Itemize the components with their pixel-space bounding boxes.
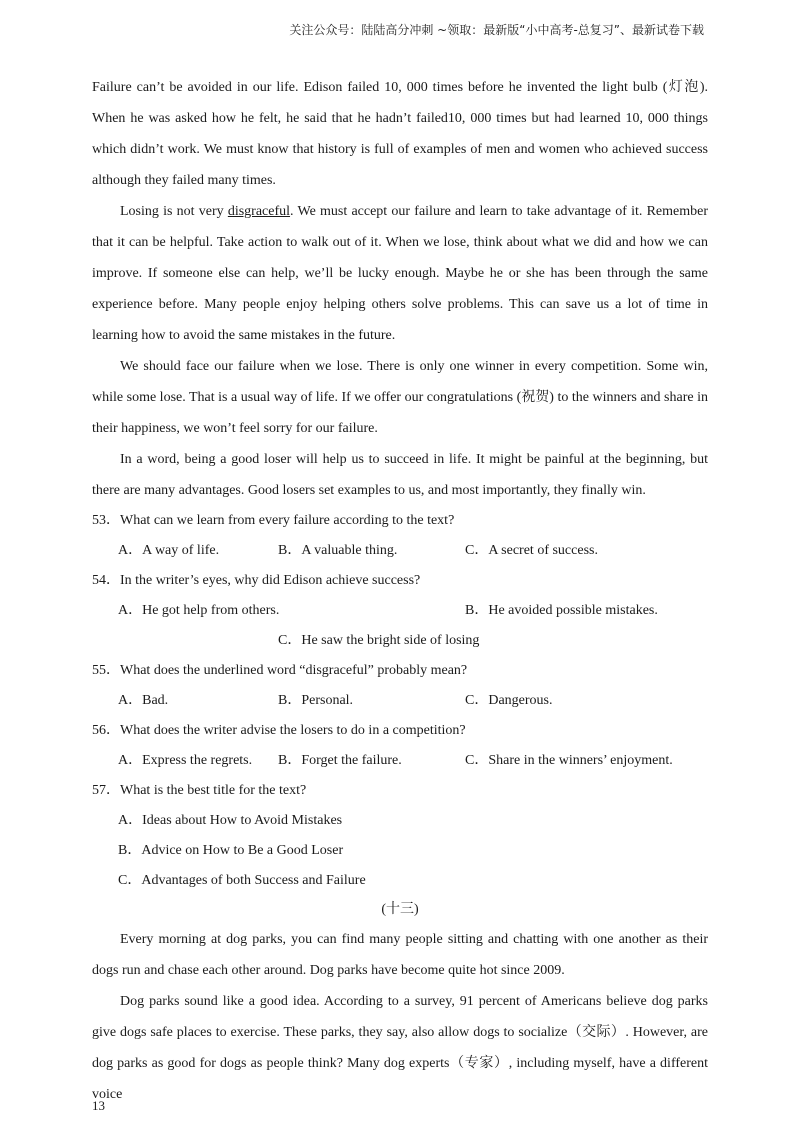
section-2-paragraph-1: Every morning at dog parks, you can find many people sitting and chatting with one another as their dogs run and chase each other around. Dog parks have become quite hot since 2009. [92, 932, 708, 978]
question-54-options-row2 [92, 626, 708, 656]
paragraph-2-start: Losing is not very [120, 204, 228, 219]
option-c: C．He saw the bright side of losing [278, 633, 480, 648]
option-b: B．He avoided possible mistakes. [465, 603, 658, 618]
option-c: C．Share in the winners’ enjoyment. [465, 753, 673, 768]
section-2-paragraph-2: Dog parks sound like a good idea. According to a survey, 91 percent of Americans believe dog parks give dogs safe places to exercise. These parks, they say, also allow dogs to socialize（交际）. However, are dog parks as good for dogs as people think? Many dog experts（专家）, including myself, have a different voice [92, 994, 708, 1102]
question-54: 54．In the writer’s eyes, why did Edison achieve success? [92, 573, 421, 588]
paragraph-1: Failure can’t be avoided in our life. Edison failed 10, 000 times before he invented the light bulb (灯泡). When he was asked how he felt, he said that he hadn’t failed10, 000 times but had learned 10, 000 things which didn’t work. We must know that history is full of examples of men and women who achieved success although they failed many times. [92, 80, 708, 188]
option-a: A．Express the regrets. [118, 753, 253, 768]
document-body [92, 72, 708, 1110]
question-57: 57．What is the best title for the text? [92, 783, 307, 798]
option-a: A．Bad. [118, 693, 169, 708]
paragraph-2 [92, 196, 708, 351]
option-b: B．A valuable thing. [278, 543, 398, 558]
underlined-word: disgraceful [227, 204, 291, 219]
paragraph-3: We should face our failure when we lose. There is only one winner in every competition. Some win, while some lose. That is a usual way of life. If we offer our congratulations (祝贺) to the winners and share in their happiness, we won’t feel sorry for our failure. [92, 359, 708, 436]
option-a: A．He got help from others. [118, 603, 280, 618]
option-c: C．Dangerous. [465, 693, 553, 708]
question-56-options [92, 746, 708, 776]
option-b: B．Personal. [278, 693, 354, 708]
paragraph-4: In a word, being a good loser will help us to succeed in life. It might be painful at the beginning, but there are many advantages. Good losers set examples to us, and most importantly, they finally win. [92, 452, 708, 498]
question-53: 53．What can we learn from every failure according to the text? [92, 513, 455, 528]
question-54-options-row1 [92, 596, 708, 626]
option-a: A．Ideas about How to Avoid Mistakes [118, 813, 343, 828]
option-c: C．A secret of success. [465, 543, 598, 558]
question-55-options [92, 686, 708, 716]
question-55: 55．What does the underlined word “disgraceful” probably mean? [92, 663, 468, 678]
question-56: 56．What does the writer advise the losers to do in a competition? [92, 723, 466, 738]
paragraph-2-rest: . We must accept our failure and learn to take advantage of it. Remember that it can be helpful. Take action to walk out of it. When we lose, think about what we did and how we can improve. If someone else can help, we’ll be lucky enough. Maybe he or she has been through the same experience before. Many people enjoy helping others solve problems. This can save us a lot of time in learning how to avoid the same mistakes in the future. [92, 204, 708, 343]
page-number: 13 [92, 1098, 105, 1113]
section-title: (十三) [381, 902, 419, 917]
page-header: 关注公众号：陆陆高分冲刺 ~领取：最新版“小中高考-总复习”、最新试卷下载 [289, 23, 704, 37]
option-c: C．Advantages of both Success and Failure [118, 873, 366, 888]
option-a: A．A way of life. [118, 543, 220, 558]
option-b: B．Advice on How to Be a Good Loser [118, 843, 344, 858]
question-53-options [92, 536, 708, 566]
option-b: B．Forget the failure. [278, 753, 402, 768]
